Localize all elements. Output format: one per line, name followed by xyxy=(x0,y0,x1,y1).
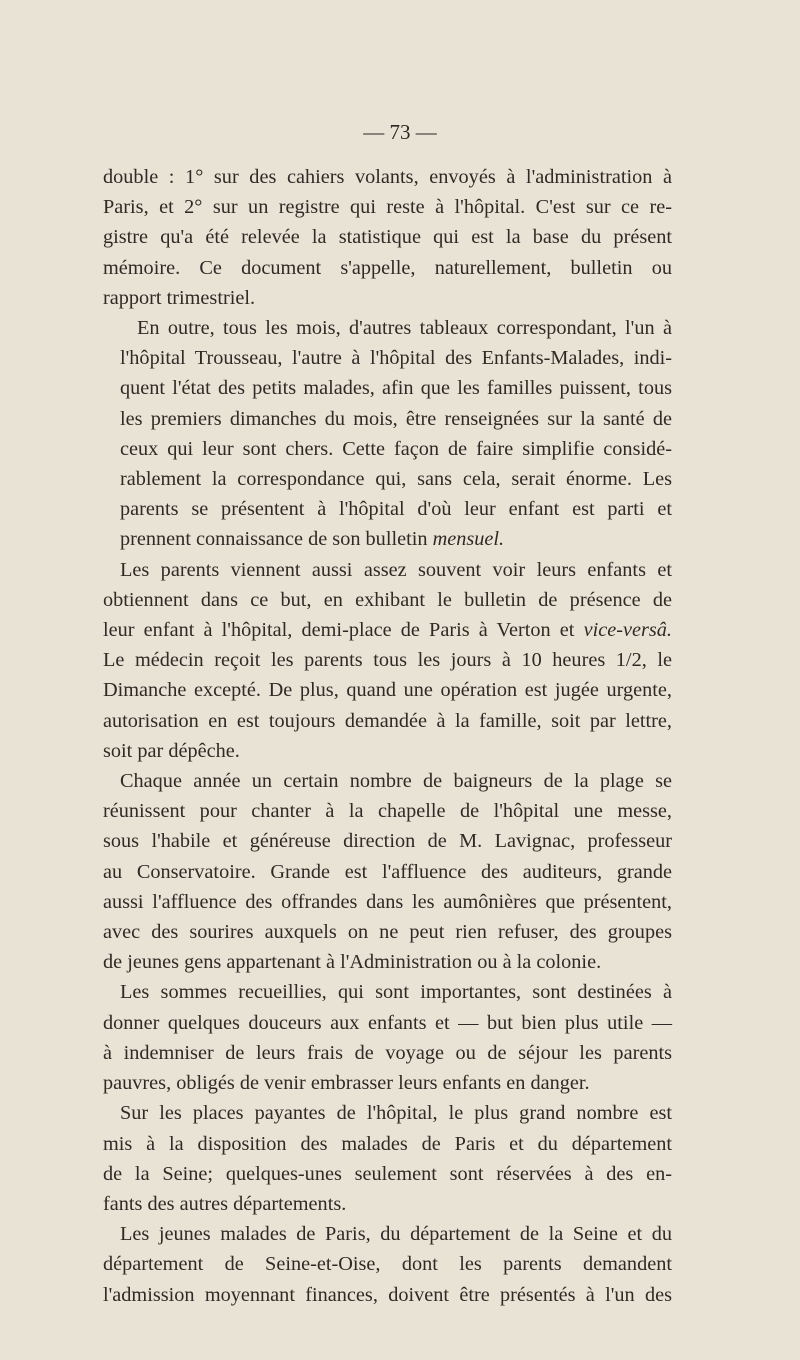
paragraph-3 xyxy=(103,555,672,766)
text-line: l'admission moyennant finances, doivent être présentés à l'un des xyxy=(103,1283,672,1306)
paragraph-2 xyxy=(103,313,672,555)
text-line: rablement la correspondance qui, sans cela, serait énorme. Les xyxy=(120,468,672,491)
text-line: les premiers dimanches du mois, être renseignées sur la santé de xyxy=(120,407,672,430)
text-line: Chaque année un certain nombre de baigneurs de la plage se xyxy=(120,770,672,793)
italic-text: mensuel. xyxy=(432,528,505,551)
text-line: donner quelques douceurs aux enfants et — but bien plus utile — xyxy=(103,1011,672,1034)
text-line xyxy=(103,615,672,645)
text-line: aussi l'affluence des offrandes dans les aumônières que présentent, xyxy=(103,890,672,913)
text-line: de jeunes gens appartenant à l'Administration ou à la colonie. xyxy=(103,951,602,974)
paragraph-6 xyxy=(103,1098,672,1219)
text-line: Les jeunes malades de Paris, du département de la Seine et du xyxy=(120,1223,672,1246)
text-line: Sur les places payantes de l'hôpital, le plus grand nombre est xyxy=(120,1102,672,1125)
paragraph-4 xyxy=(103,766,672,977)
line-text: leur enfant à l'hôpital, demi-place de Paris à Verton et xyxy=(103,619,575,642)
text-line: ceux qui leur sont chers. Cette façon de faire simplifie considé- xyxy=(120,437,672,460)
text-line: double : 1° sur des cahiers volants, envoyés à l'administration à xyxy=(103,166,672,188)
text-line: avec des sourires auxquels on ne peut rien refuser, des groupes xyxy=(103,921,672,944)
body-text xyxy=(103,162,672,1310)
text-line: obtiennent dans ce but, en exhibant le bulletin de présence de xyxy=(103,588,672,611)
text-line: Le médecin reçoit les parents tous les jours à 10 heures 1/2, le xyxy=(103,649,672,672)
paragraph-5 xyxy=(103,977,672,1098)
text-line: au Conservatoire. Grande est l'affluence des auditeurs, grande xyxy=(103,860,672,883)
text-line: autorisation en est toujours demandée à la famille, soit par lettre, xyxy=(103,709,672,732)
text-line: Dimanche excepté. De plus, quand une opération est jugée urgente, xyxy=(103,679,672,702)
paragraph-1 xyxy=(103,162,672,313)
text-line: Paris, et 2° sur un registre qui reste à l'hôpital. C'est sur ce re- xyxy=(103,196,672,219)
text-line: Les sommes recueillies, qui sont importantes, sont destinées à xyxy=(120,981,672,1004)
text-line xyxy=(103,524,672,554)
text-line: rapport trimestriel. xyxy=(103,286,256,309)
text-line: réunissent pour chanter à la chapelle de l'hôpital une messe, xyxy=(103,800,672,823)
text-line: fants des autres départements. xyxy=(103,1192,347,1215)
page-number: — 73 — xyxy=(363,120,437,144)
text-line: gistre qu'a été relevée la statistique qui est la base du présent xyxy=(103,226,672,249)
text-line: quent l'état des petits malades, afin que les familles puissent, tous xyxy=(120,377,672,400)
text-line: En outre, tous les mois, d'autres tableaux correspondant, l'un à xyxy=(137,317,672,340)
line-text: prennent connaissance de son bulletin xyxy=(120,528,428,551)
text-line: à indemniser de leurs frais de voyage ou de séjour les parents xyxy=(103,1041,672,1064)
text-line: sous l'habile et généreuse direction de M. Lavignac, professeur xyxy=(103,830,672,853)
text-line: soit par dépêche. xyxy=(103,739,240,762)
italic-text: vice-versâ. xyxy=(583,619,672,642)
text-line: l'hôpital Trousseau, l'autre à l'hôpital des Enfants-Malades, indi- xyxy=(120,347,672,370)
text-line: mis à la disposition des malades de Paris et du département xyxy=(103,1132,672,1155)
text-line: pauvres, obligés de venir embrasser leurs enfants en danger. xyxy=(103,1072,590,1095)
text-line: parents se présentent à l'hôpital d'où leur enfant est parti et xyxy=(120,498,672,521)
text-line: département de Seine-et-Oise, dont les parents demandent xyxy=(103,1253,672,1276)
text-line: de la Seine; quelques-unes seulement sont réservées à des en- xyxy=(103,1162,672,1185)
text-line: Les parents viennent aussi assez souvent voir leurs enfants et xyxy=(120,558,672,581)
text-line: mémoire. Ce document s'appelle, naturellement, bulletin ou xyxy=(103,256,672,279)
paragraph-7 xyxy=(103,1219,672,1310)
